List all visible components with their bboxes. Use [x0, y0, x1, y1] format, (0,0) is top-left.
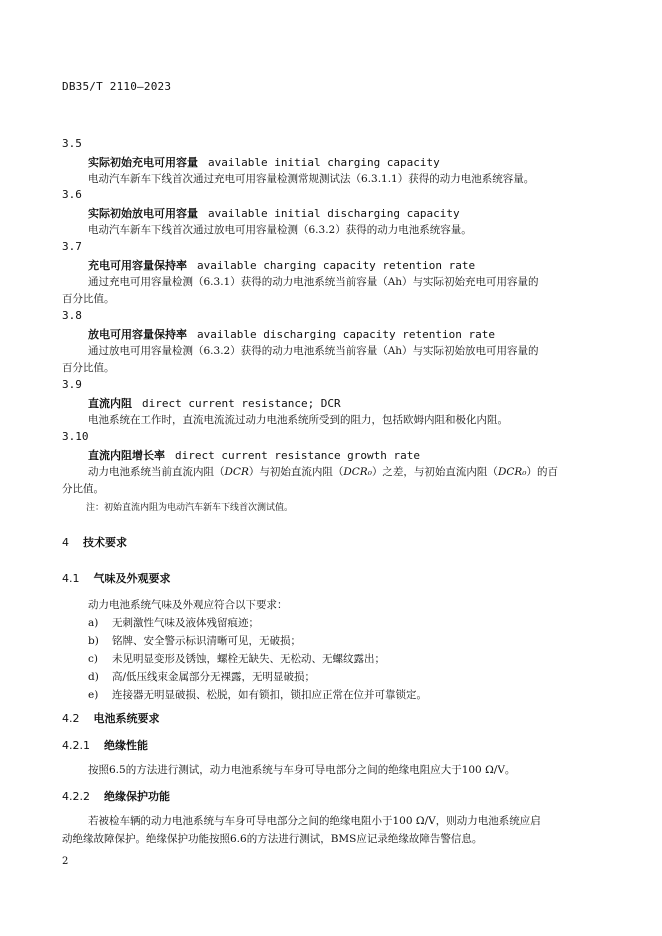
variable-dcr: DCR: [224, 466, 249, 478]
term-en: available initial charging capacity: [208, 156, 440, 169]
paragraph-line: 若被检车辆的动力电池系统与车身可导电部分之间的绝缘电阻小于100 Ω/V，则动力电池系统应启: [88, 815, 541, 827]
term-heading: [88, 154, 440, 170]
term-zh: 实际初始充电可用容量: [88, 156, 198, 169]
term-definition: 电动汽车新车下线首次通过充电可用容量检测常规测试法（6.3.1.1）获得的动力电池系统容量。: [88, 173, 535, 185]
subsection-heading: [62, 710, 160, 726]
section-heading: [62, 534, 127, 550]
paragraph: 按照6.5的方法进行测试，动力电池系统与车身可导电部分之间的绝缘电阻应大于100 Ω/V。: [88, 764, 516, 776]
clause-number: 3.10: [62, 430, 89, 443]
list-label: a): [88, 617, 99, 629]
subsection-number: 4.1: [62, 572, 80, 585]
clause-number: 3.8: [62, 309, 82, 322]
clause-number: 3.7: [62, 240, 82, 253]
list-text: 无刺激性气味及液体残留痕迹；: [112, 617, 259, 629]
list-label: c): [88, 653, 98, 665]
list-label: d): [88, 671, 99, 683]
term-en: available discharging capacity retention rate: [197, 328, 496, 341]
clause-number: 3.6: [62, 188, 82, 201]
term-en: available initial discharging capacity: [208, 207, 460, 220]
term-definition-line: 通过放电可用容量检测（6.3.2）获得的动力电池系统当前容量（Ah）与实际初始放电可用容量的: [88, 345, 539, 357]
subsection-heading: [62, 788, 170, 804]
list-text: 连接器无明显破损、松脱，如有锁扣，锁扣应正常在位并可靠锁定。: [112, 689, 427, 701]
list-label: b): [88, 635, 99, 647]
subsection-number: 4.2.2: [62, 790, 90, 803]
term-definition-line: 分比值。: [62, 483, 104, 495]
subsection-number: 4.2.1: [62, 739, 90, 752]
term-zh: 实际初始放电可用容量: [88, 207, 198, 220]
definition-text: ）与初始直流内阻（: [248, 466, 344, 478]
document-id: DB35/T 2110—2023: [62, 80, 172, 93]
page-number: 2: [62, 856, 69, 867]
term-definition-line: [88, 464, 558, 479]
note: 注：初始直流内阻为电动汽车新车下线首次测试值。: [86, 503, 294, 513]
paragraph-line: 动绝缘故障保护。绝缘保护功能按照6.6的方法进行测试，BMS应记录绝缘故障告警信息。: [62, 833, 483, 845]
list-text: 铭牌、安全警示标识清晰可见，无破损；: [112, 635, 301, 647]
variable-dcr0: DCR₀: [343, 466, 372, 478]
term-zh: 直流内阻增长率: [88, 449, 165, 462]
list-text: 未见明显变形及锈蚀，螺栓无缺失、无松动、无螺纹露出；: [112, 653, 385, 665]
term-heading: [88, 326, 495, 342]
subsection-title: 电池系统要求: [93, 712, 160, 725]
term-definition-line: 百分比值。: [62, 362, 115, 374]
term-definition: 电动汽车新车下线首次通过放电可用容量检测（6.3.2）获得的动力电池系统容量。: [88, 224, 472, 236]
paragraph: 动力电池系统气味及外观应符合以下要求：: [88, 599, 288, 611]
list-label: e): [88, 689, 99, 701]
term-heading: [88, 205, 460, 221]
list-item: [88, 651, 385, 666]
subsection-heading: [62, 737, 148, 753]
clause-number: 3.9: [62, 378, 82, 391]
section-number: 4: [62, 536, 69, 549]
list-text: 高/低压线束金属部分无裸露，无明显破损；: [112, 671, 316, 683]
definition-text: ）的百: [526, 466, 559, 478]
clause-number: 3.5: [62, 137, 82, 150]
list-item: [88, 615, 259, 630]
term-heading: [88, 447, 420, 463]
term-en: available charging capacity retention rate: [197, 259, 476, 272]
term-zh: 充电可用容量保持率: [88, 259, 187, 272]
list-item: [88, 633, 301, 648]
term-definition-line: 通过充电可用容量检测（6.3.1）获得的动力电池系统当前容量（Ah）与实际初始充电可用容量的: [88, 276, 539, 288]
section-title: 技术要求: [83, 536, 127, 549]
variable-dcr0: DCR₀: [497, 466, 527, 478]
term-en: direct current resistance growth rate: [175, 449, 421, 462]
subsection-heading: [62, 570, 171, 586]
definition-text: 动力电池系统当前直流内阻（: [88, 466, 225, 478]
term-definition: 电池系统在工作时，直流电流流过动力电池系统所受到的阻力，包括欧姆内阻和极化内阻。: [88, 414, 508, 426]
list-item: [88, 669, 315, 684]
term-zh: 放电可用容量保持率: [88, 328, 187, 341]
term-definition-line: 百分比值。: [62, 293, 115, 305]
term-zh: 直流内阻: [88, 397, 132, 410]
subsection-number: 4.2: [62, 712, 80, 725]
definition-text: ）之差，与初始直流内阻（: [371, 466, 498, 478]
subsection-title: 绝缘性能: [104, 739, 148, 752]
subsection-title: 绝缘保护功能: [104, 790, 170, 803]
subsection-title: 气味及外观要求: [93, 572, 171, 585]
term-heading: [88, 395, 341, 411]
term-heading: [88, 257, 475, 273]
list-item: [88, 687, 427, 702]
term-en: direct current resistance; DCR: [142, 397, 341, 410]
